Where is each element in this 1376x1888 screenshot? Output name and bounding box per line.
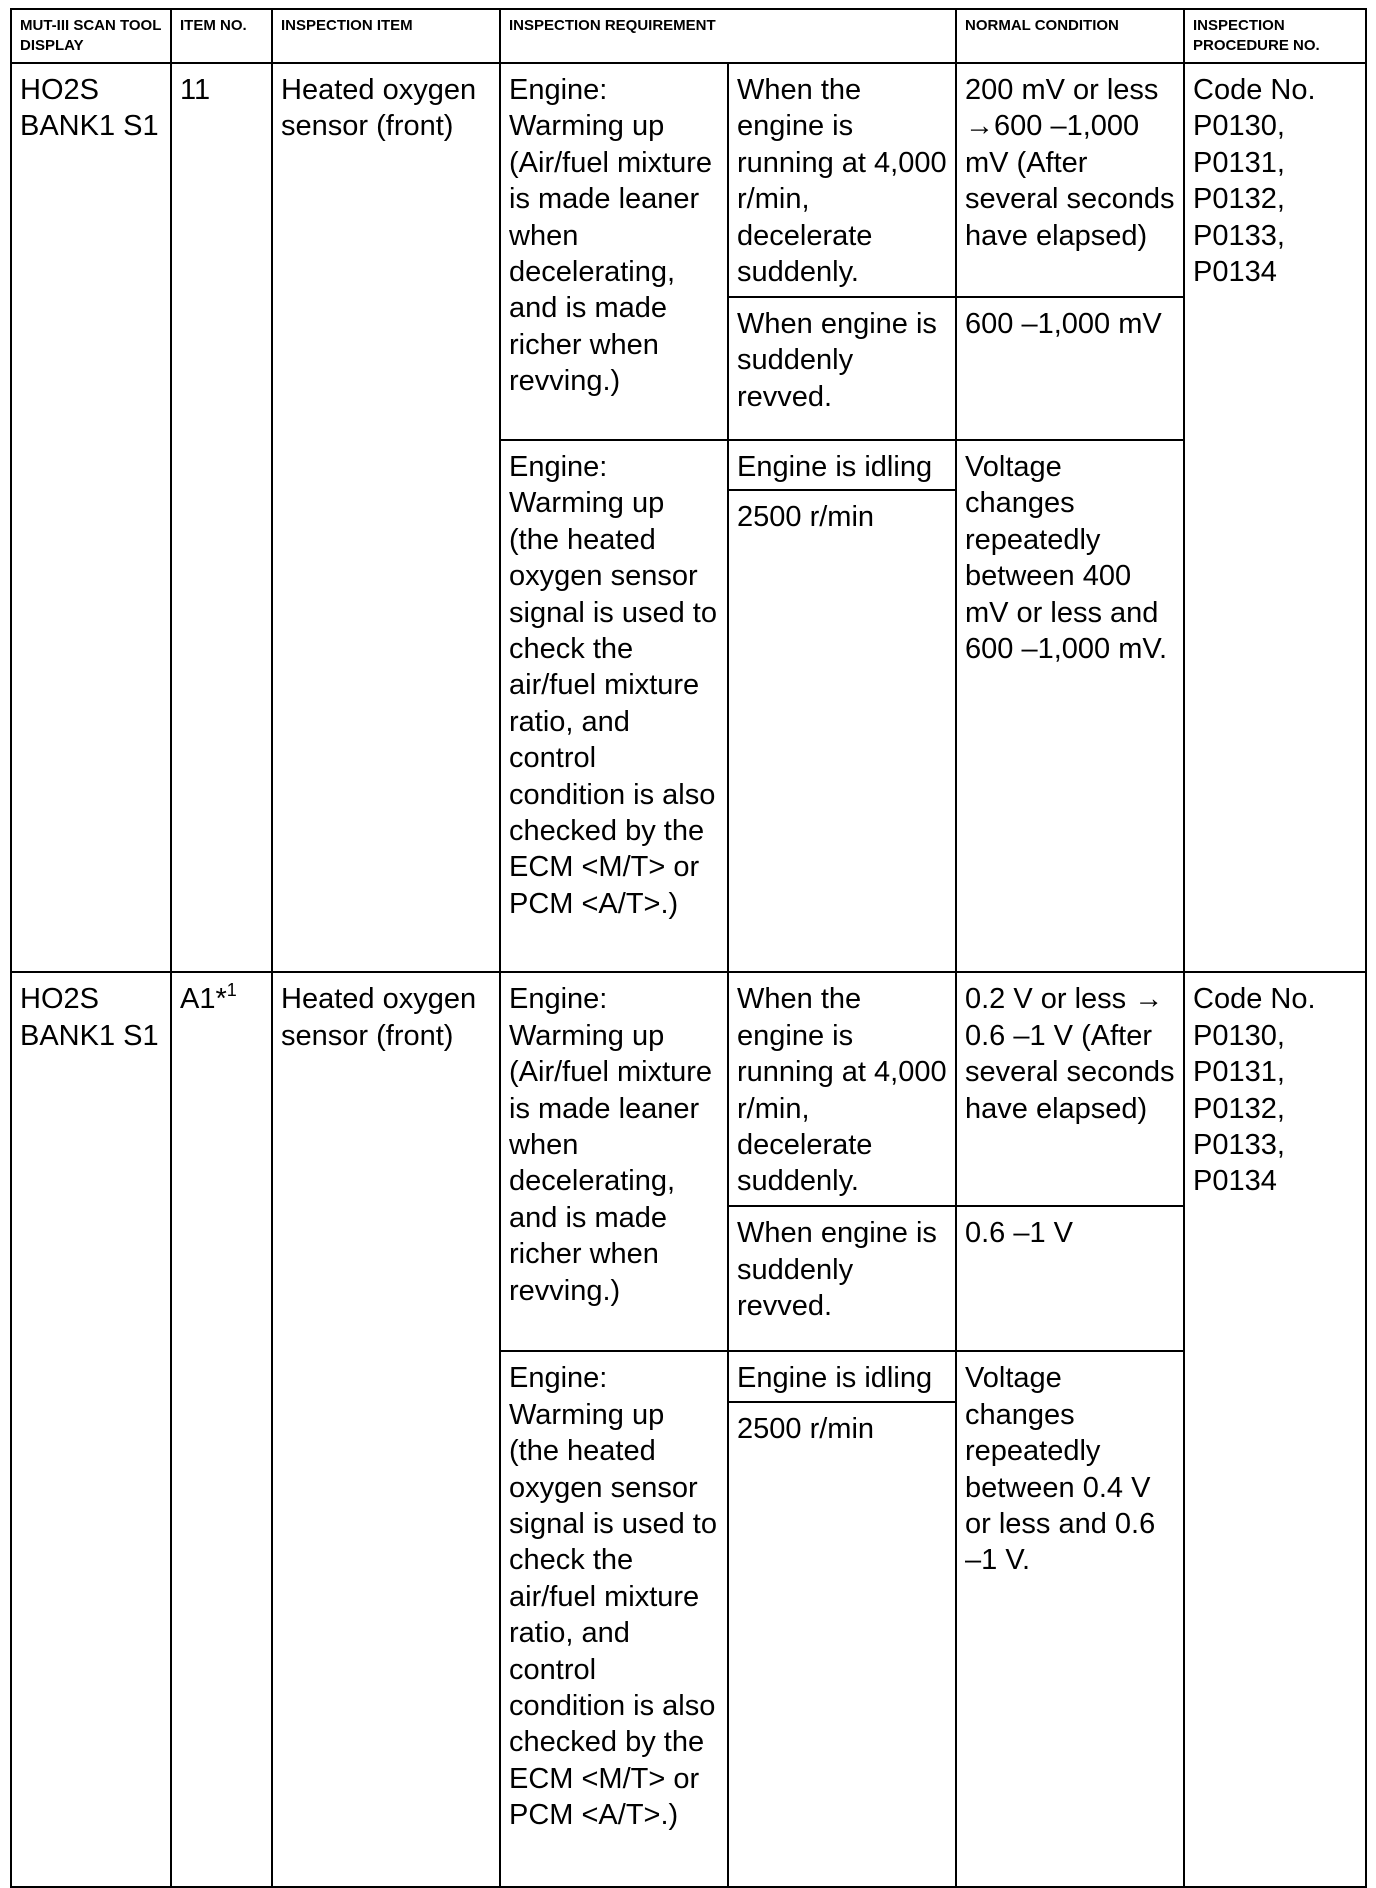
normal-condition-cell: 0.2 V or less → 0.6 –1 V (After several seconds have elapsed)	[956, 972, 1184, 1206]
normal-condition-cell: 0.6 –1 V	[956, 1206, 1184, 1351]
inspection-item-cell: Heated oxygen sensor (front)	[272, 63, 500, 972]
header-item-no: ITEM NO.	[171, 9, 272, 63]
condition-cell: When the engine is running at 4,000 r/min, decelerate suddenly.	[728, 63, 956, 297]
requirement-cell: Engine: Warming up (the heated oxygen sensor signal is used to check the air/fuel mixture ratio, and control condition is also checked by the ECM <M/T> or PCM <A/T>.)	[500, 1351, 728, 1886]
condition-cell: When the engine is running at 4,000 r/min, decelerate suddenly.	[728, 972, 956, 1206]
condition-cell: 2500 r/min	[728, 490, 956, 972]
header-scan-tool-display: MUT-III SCAN TOOL DISPLAY	[11, 9, 171, 63]
table-row	[11, 63, 1366, 297]
table-row	[11, 972, 1366, 1206]
item-no-sup: 1	[226, 980, 237, 1001]
condition-cell: When engine is suddenly revved.	[728, 1206, 956, 1351]
normal-condition-cell: 200 mV or less →600 –1,000 mV (After several seconds have elapsed)	[956, 63, 1184, 297]
item-no-text: 11	[180, 74, 211, 106]
procedure-cell: Code No. P0130, P0131, P0132, P0133, P0134	[1184, 972, 1366, 1886]
condition-cell: 2500 r/min	[728, 1402, 956, 1887]
condition-cell: When engine is suddenly revved.	[728, 297, 956, 440]
procedure-cell: Code No. P0130, P0131, P0132, P0133, P0134	[1184, 63, 1366, 972]
header-row	[11, 9, 1366, 63]
inspection-table	[10, 8, 1367, 1888]
requirement-cell: Engine: Warming up (the heated oxygen sensor signal is used to check the air/fuel mixture ratio, and control condition is also checked by the ECM <M/T> or PCM <A/T>.)	[500, 440, 728, 972]
header-inspection-item: INSPECTION ITEM	[272, 9, 500, 63]
item-no-cell	[171, 63, 272, 972]
normal-condition-cell: 600 –1,000 mV	[956, 297, 1184, 440]
condition-cell: Engine is idling	[728, 1351, 956, 1401]
normal-condition-cell: Voltage changes repeatedly between 400 mV or less and 600 –1,000 mV.	[956, 440, 1184, 972]
header-inspection-requirement: INSPECTION REQUIREMENT	[500, 9, 956, 63]
scan-tool-display-cell: HO2S BANK1 S1	[11, 63, 171, 972]
scan-tool-display-cell: HO2S BANK1 S1	[11, 972, 171, 1886]
inspection-item-cell: Heated oxygen sensor (front)	[272, 972, 500, 1886]
header-procedure-no: INSPECTION PROCEDURE NO.	[1184, 9, 1366, 63]
header-normal-condition: NORMAL CONDITION	[956, 9, 1184, 63]
requirement-cell: Engine: Warming up (Air/fuel mixture is made leaner when decelerating, and is made richer when revving.)	[500, 63, 728, 440]
requirement-cell: Engine: Warming up (Air/fuel mixture is made leaner when decelerating, and is made richer when revving.)	[500, 972, 728, 1351]
item-no-cell	[171, 972, 272, 1886]
normal-condition-cell: Voltage changes repeatedly between 0.4 V or less and 0.6 –1 V.	[956, 1351, 1184, 1886]
item-no-text: A1*	[180, 983, 227, 1016]
condition-cell: Engine is idling	[728, 440, 956, 490]
